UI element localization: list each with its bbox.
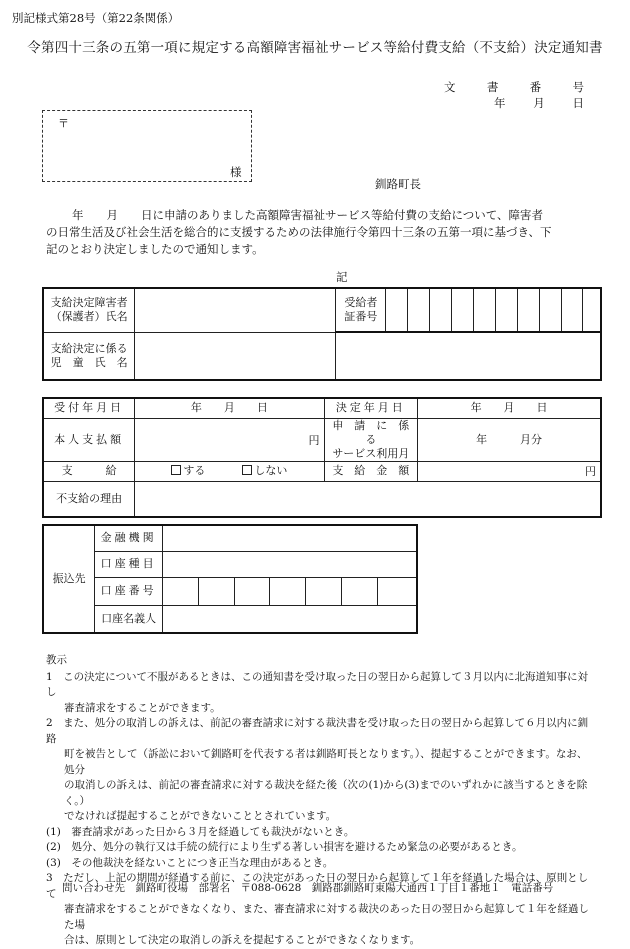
account-digit[interactable] [341,577,377,605]
self-pay-label: 本人支払額 [43,418,135,461]
decision-date-label: 決定年月日 [324,398,418,418]
cert-digit[interactable] [408,288,430,332]
contact-footer: 問い合わせ先 釧路町役場 部署名 〒088-0628 釧路郡釧路町東陽大通西１丁目１番地１ 電話番号 [62,882,554,894]
cert-digit[interactable] [495,288,517,332]
cert-digit[interactable] [386,288,408,332]
payment-amount-label: 支 給 金 額 [324,461,418,481]
body-text: 年 月 日に申請のありました高額障害福祉サービス等給付費の支給について、障害者 の日常生活及び社会生活を総合的に支援するための法律施行令第四十三条の五第一項に基づき、下 記のとおり決定しましたので通知します。 [46,208,552,256]
account-holder-label: 口座名義人 [95,605,163,633]
receipt-date-label: 受付年月日 [43,398,135,418]
self-pay-field[interactable] [135,418,324,461]
decision-table [42,397,602,518]
document-date-label: 年 月 日 [494,96,584,110]
recipient-name-field[interactable] [135,288,336,332]
ki-heading: 記 [336,270,348,284]
account-digit[interactable] [377,577,417,605]
instructions: 教示 1 この決定について不服があるときは、この通知書を受け取った日の翌日から起算して３月以内に北海道知事に対し 審査請求をすることができます。 2 また、処分の取消しの訴えは、前記の審査請求に対する裁決書を受け取った日の翌日から起算して６月以内に釧路 町を被告として（訴訟において釧路町を代表する者は釧路町長となります。）、提起することができます。なお、処分 の取消しの訴えは、前記の審査請求に対する裁決を経た後（次の(1)から(3)までのいずれかに該当するときを除く。） でなければ提起することができないこととされています。 (1) 審査請求があった日から３月を経過しても裁決がないとき。 (2) 処分、処分の執行又は手続の続行により生ずる著しい損害を避けるため緊急の必要があるとき。 (3) その他裁決を経ないことにつき正当な理由があるとき。 3 ただし、上記の期間が経過する前に、この決定があった日の翌日から起算して１年を経過した場合は、原則として 審査請求をすることができなくなり、また、審査請求に対する裁決のあった日の翌日から起算して１年を経過した場 合は、原則として決定の取消しの訴えを提起することができなくなります。 [46,653,596,949]
payment-amount-field[interactable] [418,461,601,481]
instructions-heading: 教示 [46,654,67,666]
decision-date-field[interactable]: 年 月 日 [418,398,601,418]
sender-name: 釧路町長 [375,177,421,191]
payment-options: する しない [135,461,324,481]
bank-label: 金融機関 [95,525,163,551]
cert-digit[interactable] [451,288,473,332]
account-digit[interactable] [234,577,270,605]
child-name-label: 支給決定に係る 児 童 氏 名 [43,332,135,380]
account-type-field[interactable] [162,551,417,577]
yen-unit: 円 [308,433,320,447]
nonpay-reason-label: 不支給の理由 [43,481,135,517]
payment-label: 支 給 [43,461,135,481]
bank-table [42,524,418,634]
form-number: 別記様式第28号（第22条関係） [12,11,180,25]
child-name-field[interactable] [135,332,336,380]
yen-unit: 円 [585,465,596,478]
cert-digit[interactable] [430,288,452,332]
document-title: 令第四十三条の五第一項に規定する高額障害福祉サービス等給付費支給（不支給）決定通知書 [27,40,603,56]
cert-digit[interactable] [539,288,561,332]
document-number-label: 文 書 番 号 [444,80,584,94]
postal-mark: 〒 [58,117,69,130]
cert-digit[interactable] [473,288,495,332]
account-holder-field[interactable] [162,605,417,633]
transfer-destination-label: 振込先 [43,525,95,633]
service-month-label: 申 請 に 係 る サービス利用月 [324,418,418,461]
account-number-label: 口座番号 [95,577,163,605]
checkbox-yes[interactable] [171,465,181,475]
cert-digit[interactable] [561,288,583,332]
recipient-name-label: 支給決定障害者 （保護者）氏名 [43,288,135,332]
nonpay-reason-field[interactable] [135,481,601,517]
account-digit[interactable] [198,577,234,605]
service-month-field[interactable]: 年 月分 [418,418,601,461]
receipt-date-field[interactable]: 年 月 日 [135,398,324,418]
cert-digit[interactable] [517,288,539,332]
account-digit[interactable] [162,577,198,605]
honorific-sama: 様 [230,165,242,179]
account-digit[interactable] [270,577,306,605]
account-type-label: 口座種目 [95,551,163,577]
cert-digit[interactable] [583,288,601,332]
bank-field[interactable] [162,525,417,551]
cert-number-label: 受給者 証番号 [336,288,386,332]
address-box[interactable] [42,110,252,182]
checkbox-no[interactable] [242,465,252,475]
account-digit[interactable] [306,577,342,605]
recipient-table [42,287,602,381]
blank-area [336,332,601,380]
